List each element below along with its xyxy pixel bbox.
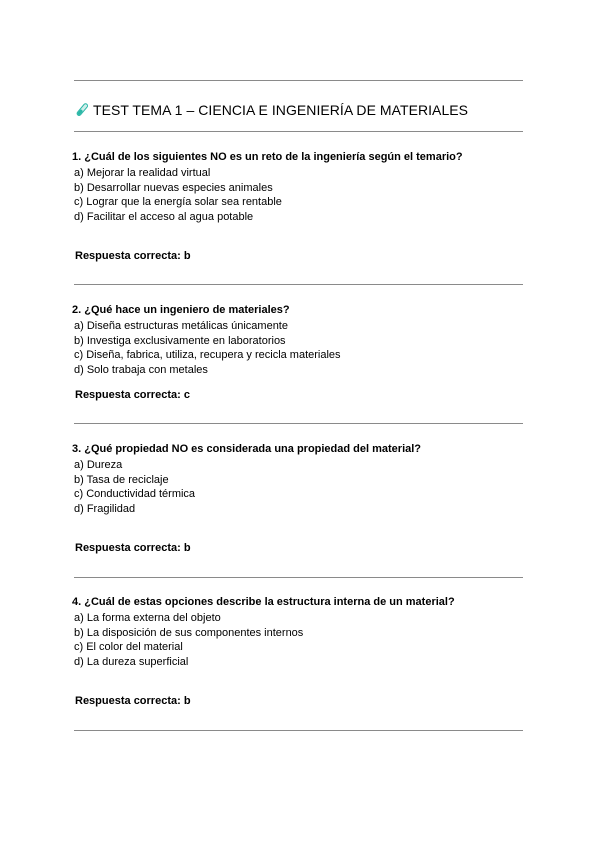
option-a: a) Diseña estructuras metálicas únicamente [74,320,288,332]
divider-3 [74,577,523,578]
option-b: b) Investiga exclusivamente en laboratorios [74,334,286,347]
answer-1: Respuesta correcta: b [75,250,191,262]
test-tube-icon [74,102,90,118]
question-4 [72,595,455,669]
option-a: a) Dureza [74,459,123,471]
question-2 [72,303,341,377]
option-b: b) Desarrollar nuevas especies animales [74,181,273,194]
option-c: c) El color del material [74,641,183,654]
divider-top [74,80,523,81]
divider-4 [74,730,523,731]
question-1 [72,150,463,224]
option-d: d) Facilitar el acceso al agua potable [74,210,254,223]
question-text: 1. ¿Cuál de los siguientes NO es un reto de la ingeniería según el temario? [72,151,463,163]
option-list [74,611,455,669]
answer-4: Respuesta correcta: b [75,695,191,707]
option-list [74,166,463,224]
option-d: d) Solo trabaja con metales [74,363,208,376]
divider-1 [74,284,523,285]
page-title: TEST TEMA 1 – CIENCIA E INGENIERÍA DE MATERIALES [93,102,469,118]
answer-3: Respuesta correcta: b [75,542,191,554]
option-d: d) Fragilidad [74,502,136,515]
option-list [74,319,341,377]
question-text: 2. ¿Qué hace un ingeniero de materiales? [72,304,290,316]
divider-2 [74,423,523,424]
document-title [74,101,468,119]
question-text: 3. ¿Qué propiedad NO es considerada una propiedad del material? [72,443,422,455]
option-d: d) La dureza superficial [74,655,189,668]
question-text: 4. ¿Cuál de estas opciones describe la estructura interna de un material? [72,596,455,608]
answer-2: Respuesta correcta: c [75,389,190,401]
option-c: c) Lograr que la energía solar sea rentable [74,196,282,209]
question-3 [72,442,421,516]
option-a: a) Mejorar la realidad virtual [74,167,211,179]
option-c: c) Conductividad térmica [74,488,196,501]
option-c: c) Diseña, fabrica, utiliza, recupera y recicla materiales [74,349,341,362]
option-a: a) La forma externa del objeto [74,612,221,624]
option-b: b) Tasa de reciclaje [74,473,169,486]
option-list [74,458,421,516]
option-b: b) La disposición de sus componentes internos [74,626,304,639]
divider-title [74,131,523,132]
